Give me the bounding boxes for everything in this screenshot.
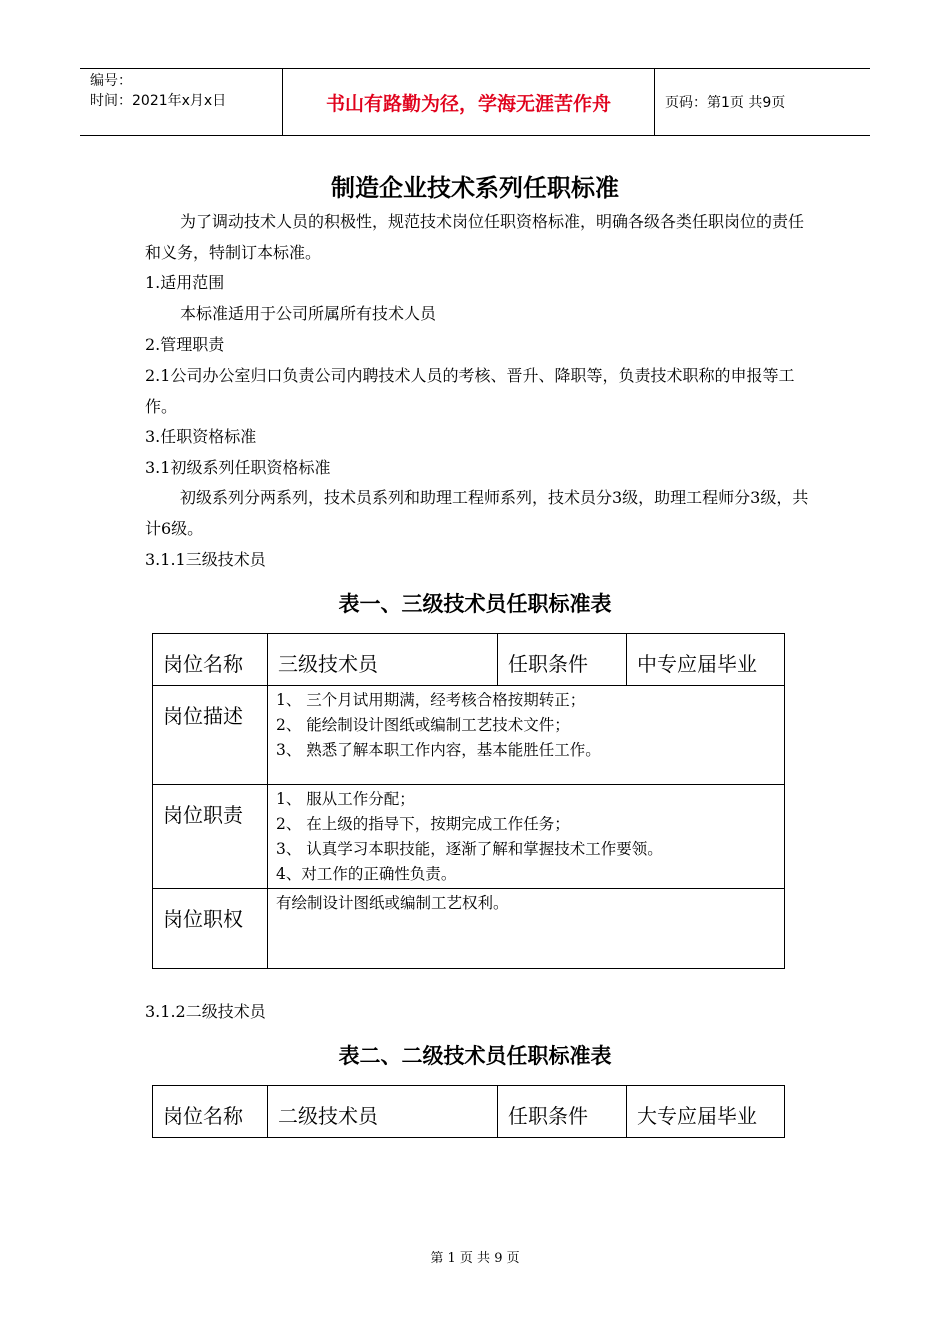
- table-row: [153, 1086, 785, 1138]
- list-item: 4、对工作的正确性负责。: [276, 865, 457, 883]
- intro-paragraph: 为了调动技术人员的积极性，规范技术岗位任职资格标准，明确各级各类任职岗位的责任和义务，特制订本标准。: [145, 212, 805, 262]
- description-label: 岗位描述: [153, 686, 268, 785]
- condition-value: 大专应届毕业: [627, 1086, 785, 1138]
- section-text: 2.1公司办公室归口负责公司内聘技术人员的考核、晋升、降职等，负责技术职称的申报等工作。: [145, 366, 795, 416]
- section-text: 本标准适用于公司所属所有技术人员: [180, 304, 437, 323]
- header-motto: 书山有路勤为径，学海无涯苦作舟: [325, 92, 611, 115]
- document-title: 制造企业技术系列任职标准: [331, 174, 619, 202]
- list-item: 3、 认真学习本职技能，逐渐了解和掌握技术工作要领。: [276, 840, 663, 858]
- condition-value: 中专应届毕业: [627, 634, 785, 686]
- table-one: [152, 633, 785, 969]
- section-heading: 3.1.2二级技术员: [145, 1002, 266, 1021]
- section-heading: 3.任职资格标准: [145, 427, 257, 446]
- time-label: 时间：2021年x月x日: [90, 93, 227, 109]
- section-heading: 3.1.1三级技术员: [145, 550, 266, 569]
- page-footer: 第 1 页 共 9 页: [430, 1251, 520, 1266]
- table-caption: 表二、二级技术员任职标准表: [338, 1044, 612, 1068]
- list-item: 3、 熟悉了解本职工作内容，基本能胜任工作。: [276, 741, 601, 759]
- duty-label: 岗位职责: [153, 785, 268, 889]
- description-list: [268, 686, 785, 785]
- authority-label: 岗位职权: [153, 889, 268, 969]
- section-heading: 1.适用范围: [145, 273, 225, 292]
- table-two: [152, 1085, 785, 1138]
- authority-text: [268, 889, 785, 969]
- number-label: 编号：: [90, 73, 132, 89]
- list-item: 1、 三个月试用期满，经考核合格按期转正；: [276, 691, 586, 709]
- name-value: 二级技术员: [268, 1086, 498, 1138]
- section-heading: 2.管理职责: [145, 335, 225, 354]
- list-item: 有绘制设计图纸或编制工艺权利。: [276, 894, 509, 912]
- table-row: [153, 634, 785, 686]
- table-row: [153, 785, 785, 889]
- condition-label: 任职条件: [498, 1086, 627, 1138]
- name-value: 三级技术员: [268, 634, 498, 686]
- section-text: 初级系列分两系列，技术员系列和助理工程师系列，技术员分3级，助理工程师分3级，共计6级。: [145, 488, 809, 538]
- table-caption: 表一、三级技术员任职标准表: [338, 592, 612, 616]
- duty-list: [268, 785, 785, 889]
- list-item: 2、 在上级的指导下，按期完成工作任务；: [276, 815, 570, 833]
- list-item: 2、 能绘制设计图纸或编制工艺技术文件；: [276, 716, 570, 734]
- table-row: [153, 889, 785, 969]
- header-meta: [80, 69, 282, 135]
- condition-label: 任职条件: [498, 634, 627, 686]
- name-label: 岗位名称: [153, 1086, 268, 1138]
- name-label: 岗位名称: [153, 634, 268, 686]
- header-page-label: 页码：第1页 共9页: [665, 95, 786, 111]
- list-item: 1、 服从工作分配；: [276, 790, 415, 808]
- section-heading: 3.1初级系列任职资格标准: [145, 458, 331, 477]
- document-header: [80, 68, 870, 136]
- table-row: [153, 686, 785, 785]
